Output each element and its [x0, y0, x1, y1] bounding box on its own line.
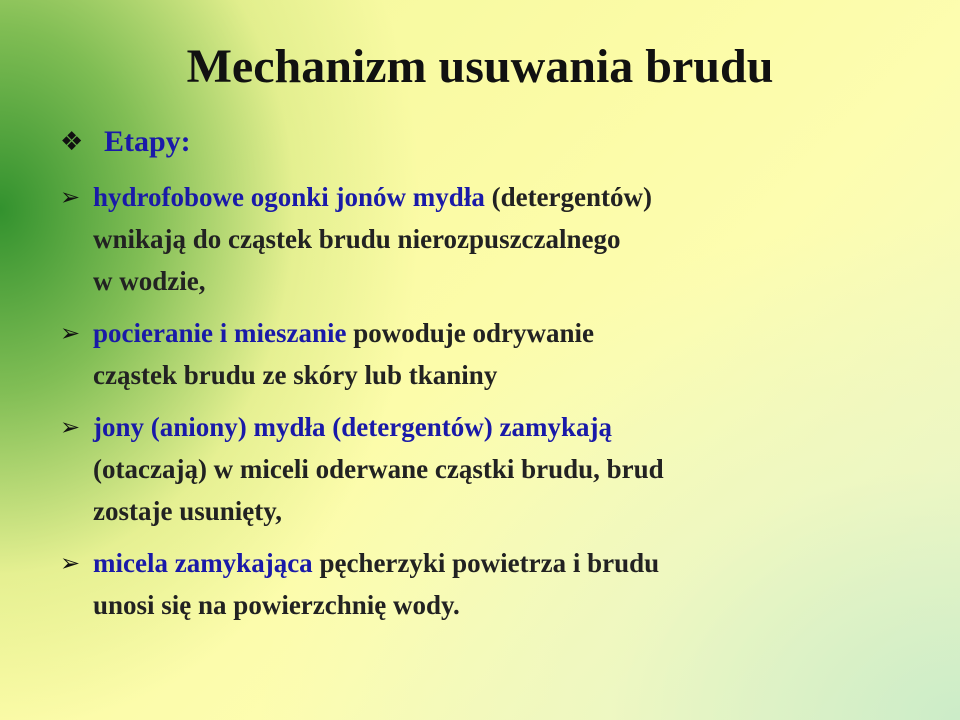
item-highlight: jony (aniony) mydła (detergentów) zamykają [93, 412, 612, 442]
item-text: pęcherzyki powietrza i brudu [319, 548, 660, 578]
arrow-bullet-icon: ➢ [60, 319, 81, 347]
arrow-bullet-icon: ➢ [60, 549, 81, 577]
arrow-bullet-icon: ➢ [60, 413, 81, 441]
list-item [60, 176, 900, 302]
item-highlight: hydrofobowe ogonki jonów mydła [93, 182, 485, 212]
slide-title: Mechanizm usuwania brudu [186, 40, 774, 93]
item-line: w wodzie, [93, 266, 206, 296]
item-line: wnikają do cząstek brudu nierozpuszczalnego [93, 224, 621, 254]
item-line: unosi się na powierzchnię wody. [93, 590, 460, 620]
item-line [93, 406, 900, 448]
item-line: cząstek brudu ze skóry lub tkaniny [93, 360, 498, 390]
list-item [60, 542, 900, 626]
item-line: zostaje usunięty, [93, 496, 282, 526]
slide-content [60, 118, 900, 626]
item-line: (otaczają) w miceli oderwane cząstki brudu, brud [93, 454, 664, 484]
list-item [60, 312, 900, 396]
item-text: (detergentów) [491, 182, 653, 212]
arrow-bullet-icon: ➢ [60, 183, 81, 211]
item-line [93, 542, 900, 584]
item-text: powoduje odrywanie [353, 318, 594, 348]
section-heading [60, 118, 900, 166]
item-line [93, 176, 900, 218]
item-line [93, 312, 900, 354]
item-highlight: micela zamykająca [93, 548, 313, 578]
section-heading-label: Etapy: [104, 125, 191, 158]
list-item [60, 406, 900, 532]
diamond-bullet-icon: ❖ [60, 127, 84, 157]
item-highlight: pocieranie i mieszanie [93, 318, 347, 348]
